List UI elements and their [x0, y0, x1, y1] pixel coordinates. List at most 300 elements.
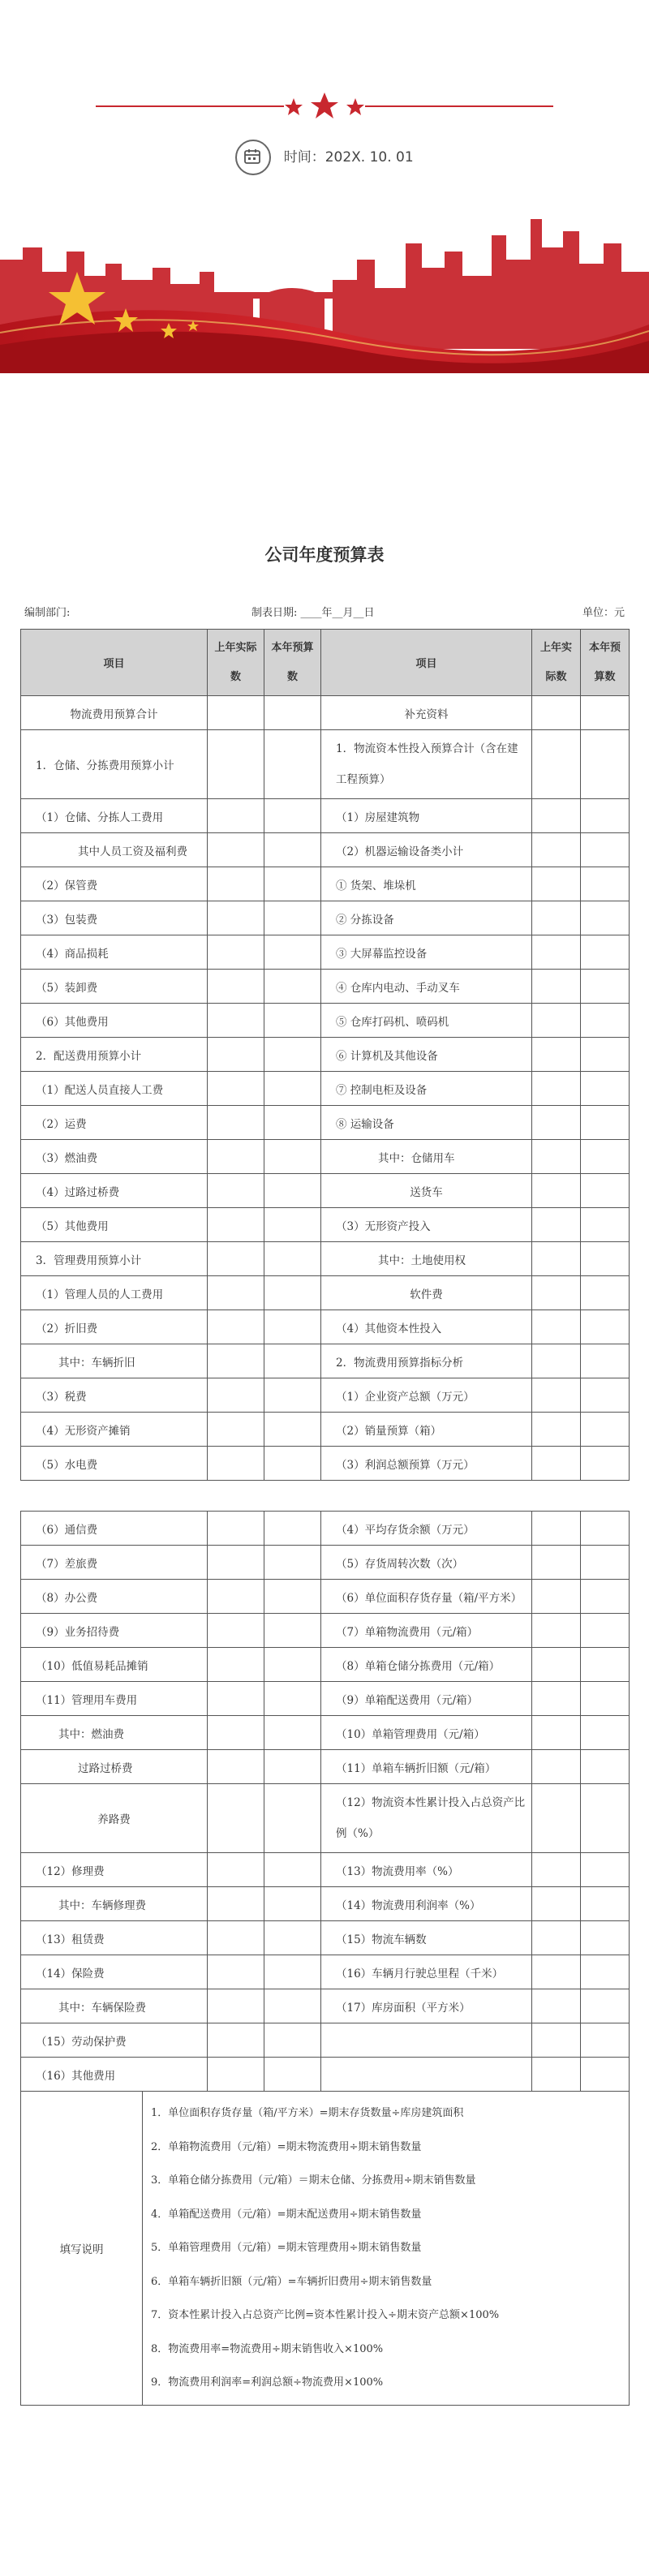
row-right-label: （10）单箱管理费用（元/箱）	[321, 1716, 532, 1750]
star-icon	[346, 98, 364, 115]
table-row	[21, 1242, 630, 1276]
star-icon	[311, 92, 338, 118]
row-left-this-year	[264, 1614, 321, 1648]
row-right-this-year	[581, 1682, 630, 1716]
row-left-this-year	[264, 1447, 321, 1481]
row-right-label: ⑤ 仓库打码机、喷码机	[321, 1004, 532, 1038]
row-left-last-year	[208, 1447, 264, 1481]
row-right-label: ⑧ 运输设备	[321, 1106, 532, 1140]
row-left-last-year	[208, 2023, 264, 2058]
date-label: 制表日期: ____年__月__日	[251, 607, 375, 619]
row-right-this-year	[581, 1512, 630, 1546]
row-left-last-year	[208, 1208, 264, 1242]
row-left-label: （10）低值易耗品摊销	[21, 1648, 208, 1682]
row-right-last-year	[532, 833, 581, 867]
header-rule-left	[96, 105, 284, 107]
row-right-last-year	[532, 1580, 581, 1614]
note-line: 6．单箱车辆折旧额（元/箱）=车辆折旧费用÷期末销售数量	[151, 2275, 432, 2288]
row-left-label: （1）配送人员直接人工费	[21, 1072, 208, 1106]
row-right-this-year	[581, 1887, 630, 1921]
row-left-last-year	[208, 1344, 264, 1378]
table-row	[21, 1921, 630, 1955]
table-row	[21, 1546, 630, 1580]
col-header-last-year: 上年实际数	[532, 630, 581, 696]
row-left-last-year	[208, 1072, 264, 1106]
col-header-item: 项目	[21, 630, 208, 696]
note-line: 9．物流费用利润率=利润总额÷物流费用×100%	[151, 2376, 384, 2389]
row-right-label: ③ 大屏幕监控设备	[321, 935, 532, 970]
row-left-label: 其中：车辆折旧	[21, 1344, 208, 1378]
row-right-label: （3）无形资产投入	[321, 1208, 532, 1242]
table-row	[21, 1716, 630, 1750]
row-right-this-year	[581, 730, 630, 799]
row-left-this-year	[264, 696, 321, 730]
row-right-this-year	[581, 2058, 630, 2092]
table-row	[21, 1276, 630, 1310]
table-row	[21, 1614, 630, 1648]
row-right-last-year	[532, 1140, 581, 1174]
row-right-label: （9）单箱配送费用（元/箱）	[321, 1682, 532, 1716]
row-right-this-year	[581, 1784, 630, 1853]
row-right-this-year	[581, 1038, 630, 1072]
row-left-label: （9）业务招待费	[21, 1614, 208, 1648]
row-right-label: （11）单箱车辆折旧额（元/箱）	[321, 1750, 532, 1784]
table-row	[21, 1004, 630, 1038]
row-left-last-year	[208, 970, 264, 1004]
row-left-last-year	[208, 1546, 264, 1580]
col-header-this-year: 本年预算数	[264, 630, 321, 696]
row-right-last-year	[532, 1378, 581, 1413]
row-left-label: （14）保险费	[21, 1955, 208, 1989]
row-left-this-year	[264, 1512, 321, 1546]
row-right-this-year	[581, 1208, 630, 1242]
row-right-last-year	[532, 1784, 581, 1853]
table-row	[21, 867, 630, 901]
row-left-label: （2）折旧费	[21, 1310, 208, 1344]
row-right-label: （1）企业资产总额（万元）	[321, 1378, 532, 1413]
row-left-this-year	[264, 1648, 321, 1682]
row-right-last-year	[532, 730, 581, 799]
row-right-this-year	[581, 1716, 630, 1750]
notes-row	[21, 2092, 630, 2406]
row-right-last-year	[532, 1546, 581, 1580]
row-left-last-year	[208, 1140, 264, 1174]
note-line: 4．单箱配送费用（元/箱）=期末配送费用÷期末销售数量	[151, 2208, 422, 2221]
row-left-last-year	[208, 1276, 264, 1310]
row-right-last-year	[532, 2058, 581, 2092]
note-line: 7．资本性累计投入占总资产比例=资本性累计投入÷期末资产总额×100%	[151, 2309, 500, 2321]
col-header-item: 项目	[321, 630, 532, 696]
unit-label: 单位：元	[582, 607, 625, 619]
row-right-label: 其中：土地使用权	[321, 1242, 532, 1276]
row-left-label: （12）修理费	[21, 1853, 208, 1887]
row-right-last-year	[532, 1648, 581, 1682]
row-right-this-year	[581, 1546, 630, 1580]
row-right-this-year	[581, 1004, 630, 1038]
row-left-this-year	[264, 1072, 321, 1106]
budget-table-page2	[20, 1511, 630, 2406]
row-left-this-year	[264, 1344, 321, 1378]
row-right-last-year	[532, 1447, 581, 1481]
row-left-this-year	[264, 1106, 321, 1140]
row-right-this-year	[581, 901, 630, 935]
row-right-label: （2）销量预算（箱）	[321, 1413, 532, 1447]
row-left-last-year	[208, 935, 264, 970]
table-row	[21, 1447, 630, 1481]
row-right-this-year	[581, 1140, 630, 1174]
row-right-label: （3）利润总额预算（万元）	[321, 1447, 532, 1481]
row-right-this-year	[581, 1242, 630, 1276]
row-left-last-year	[208, 1682, 264, 1716]
row-left-last-year	[208, 1716, 264, 1750]
row-right-last-year	[532, 1750, 581, 1784]
row-left-last-year	[208, 867, 264, 901]
row-left-this-year	[264, 1378, 321, 1413]
row-right-this-year	[581, 1174, 630, 1208]
row-left-label: （1）仓储、分拣人工费用	[21, 799, 208, 833]
row-right-label: （16）车辆月行驶总里程（千米）	[321, 1955, 532, 1989]
row-right-last-year	[532, 799, 581, 833]
row-left-this-year	[264, 1682, 321, 1716]
row-left-label: （4）无形资产摊销	[21, 1413, 208, 1447]
table-row	[21, 1887, 630, 1921]
row-left-label: 2．配送费用预算小计	[21, 1038, 208, 1072]
row-right-this-year	[581, 1276, 630, 1310]
table-row	[21, 799, 630, 833]
col-header-this-year: 本年预算数	[581, 630, 630, 696]
row-right-label: （14）物流费用利润率（%）	[321, 1887, 532, 1921]
row-left-label: （3）包装费	[21, 901, 208, 935]
row-right-label	[321, 2058, 532, 2092]
note-line: 3．单箱仓储分拣费用（元/箱）＝期末仓储、分拣费用÷期末销售数量	[151, 2174, 476, 2187]
row-left-last-year	[208, 1989, 264, 2023]
row-right-last-year	[532, 935, 581, 970]
row-left-this-year	[264, 799, 321, 833]
row-right-label: 送货车	[321, 1174, 532, 1208]
row-left-label: 物流费用预算合计	[21, 696, 208, 730]
notes-label: 填写说明	[21, 2092, 143, 2406]
table-row	[21, 1344, 630, 1378]
row-right-last-year	[532, 867, 581, 901]
note-line: 5．单箱管理费用（元/箱）=期末管理费用÷期末销售数量	[151, 2242, 422, 2254]
row-left-last-year	[208, 696, 264, 730]
row-left-last-year	[208, 799, 264, 833]
row-right-last-year	[532, 970, 581, 1004]
note-line: 8．物流费用率=物流费用÷期末销售收入×100%	[151, 2342, 384, 2355]
row-left-this-year	[264, 1750, 321, 1784]
row-left-last-year	[208, 1106, 264, 1140]
row-right-this-year	[581, 1921, 630, 1955]
table-row	[21, 1580, 630, 1614]
row-left-label: （6）其他费用	[21, 1004, 208, 1038]
row-right-last-year	[532, 1208, 581, 1242]
star-icon-group	[276, 88, 373, 125]
row-left-label: （3）税费	[21, 1378, 208, 1413]
row-left-label: （7）差旅费	[21, 1546, 208, 1580]
row-right-last-year	[532, 696, 581, 730]
row-right-this-year	[581, 833, 630, 867]
row-right-this-year	[581, 1072, 630, 1106]
row-left-this-year	[264, 1242, 321, 1276]
table-header-row	[21, 630, 630, 696]
table-row	[21, 1750, 630, 1784]
row-left-last-year	[208, 1038, 264, 1072]
row-right-this-year	[581, 935, 630, 970]
row-left-this-year	[264, 1716, 321, 1750]
row-left-this-year	[264, 1853, 321, 1887]
row-right-label: （13）物流费用率（%）	[321, 1853, 532, 1887]
row-left-label: （11）管理用车费用	[21, 1682, 208, 1716]
row-left-last-year	[208, 1512, 264, 1546]
row-left-label: 其中：车辆保险费	[21, 1989, 208, 2023]
row-left-last-year	[208, 1580, 264, 1614]
row-right-label: （1）房屋建筑物	[321, 799, 532, 833]
row-left-label: （2）运费	[21, 1106, 208, 1140]
row-right-label: ⑥ 计算机及其他设备	[321, 1038, 532, 1072]
row-left-this-year	[264, 2058, 321, 2092]
row-left-label: （5）装卸费	[21, 970, 208, 1004]
row-left-label: （4）商品损耗	[21, 935, 208, 970]
row-left-last-year	[208, 833, 264, 867]
calendar-icon	[235, 140, 271, 175]
row-left-label: （2）保管费	[21, 867, 208, 901]
row-left-last-year	[208, 1310, 264, 1344]
row-right-last-year	[532, 1004, 581, 1038]
row-left-label: （15）劳动保护费	[21, 2023, 208, 2058]
row-right-this-year	[581, 1378, 630, 1413]
row-right-this-year	[581, 1955, 630, 1989]
row-right-last-year	[532, 1955, 581, 1989]
row-right-label: （17）库房面积（平方米）	[321, 1989, 532, 2023]
row-right-this-year	[581, 1413, 630, 1447]
row-right-label: （2）机器运输设备类小计	[321, 833, 532, 867]
row-right-this-year	[581, 1614, 630, 1648]
table-row	[21, 901, 630, 935]
row-left-this-year	[264, 1887, 321, 1921]
row-left-this-year	[264, 901, 321, 935]
row-left-label: （5）其他费用	[21, 1208, 208, 1242]
star-icon	[285, 98, 303, 115]
table-row	[21, 1072, 630, 1106]
row-right-label: ④ 仓库内电动、手动叉车	[321, 970, 532, 1004]
table-row	[21, 1989, 630, 2023]
row-left-last-year	[208, 901, 264, 935]
row-right-this-year	[581, 1750, 630, 1784]
header-rule-right	[365, 105, 553, 107]
row-left-this-year	[264, 1038, 321, 1072]
table-row	[21, 1784, 630, 1853]
note-line: 2．单箱物流费用（元/箱）=期末物流费用÷期末销售数量	[151, 2140, 422, 2153]
row-right-last-year	[532, 1242, 581, 1276]
table-row	[21, 1106, 630, 1140]
row-left-this-year	[264, 867, 321, 901]
skyline-banner	[0, 203, 649, 373]
row-left-this-year	[264, 935, 321, 970]
row-left-last-year	[208, 1921, 264, 1955]
table-row	[21, 2023, 630, 2058]
row-left-label: 其中人员工资及福利费	[21, 833, 208, 867]
row-right-last-year	[532, 1853, 581, 1887]
row-right-last-year	[532, 1716, 581, 1750]
row-left-this-year	[264, 1546, 321, 1580]
row-left-last-year	[208, 1413, 264, 1447]
table-row	[21, 2058, 630, 2092]
row-right-last-year	[532, 1310, 581, 1344]
row-right-this-year	[581, 1310, 630, 1344]
row-left-this-year	[264, 1921, 321, 1955]
table-row	[21, 935, 630, 970]
row-right-last-year	[532, 1682, 581, 1716]
row-left-this-year	[264, 2023, 321, 2058]
row-right-this-year	[581, 970, 630, 1004]
row-left-label: 养路费	[21, 1784, 208, 1853]
row-left-this-year	[264, 1208, 321, 1242]
row-right-label: 其中：仓储用车	[321, 1140, 532, 1174]
row-right-this-year	[581, 1580, 630, 1614]
row-left-this-year	[264, 1413, 321, 1447]
table-row	[21, 1413, 630, 1447]
row-left-label: 其中：车辆修理费	[21, 1887, 208, 1921]
row-left-label: （3）燃油费	[21, 1140, 208, 1174]
row-right-this-year	[581, 1989, 630, 2023]
budget-table-page1	[20, 629, 630, 1481]
row-left-this-year	[264, 1276, 321, 1310]
row-left-last-year	[208, 1174, 264, 1208]
row-left-last-year	[208, 1648, 264, 1682]
row-left-last-year	[208, 1853, 264, 1887]
row-left-label: （5）水电费	[21, 1447, 208, 1481]
row-right-this-year	[581, 1853, 630, 1887]
row-left-label: （8）办公费	[21, 1580, 208, 1614]
row-right-last-year	[532, 901, 581, 935]
col-header-last-year: 上年实际数	[208, 630, 264, 696]
row-right-last-year	[532, 1989, 581, 2023]
row-left-last-year	[208, 1784, 264, 1853]
table-row	[21, 730, 630, 799]
time-label: 时间：202X. 10. 01	[283, 149, 414, 166]
row-left-last-year	[208, 2058, 264, 2092]
row-left-last-year	[208, 1004, 264, 1038]
row-right-this-year	[581, 1106, 630, 1140]
row-left-label: 1．仓储、分拣费用预算小计	[21, 730, 208, 799]
time-row	[0, 140, 649, 175]
row-right-last-year	[532, 1887, 581, 1921]
row-right-label	[321, 2023, 532, 2058]
row-left-label: （16）其他费用	[21, 2058, 208, 2092]
row-right-this-year	[581, 799, 630, 833]
row-left-this-year	[264, 1989, 321, 2023]
row-right-label: （5）存货周转次数（次）	[321, 1546, 532, 1580]
table-row	[21, 1310, 630, 1344]
row-left-last-year	[208, 1887, 264, 1921]
row-right-label: 2．物流费用预算指标分析	[321, 1344, 532, 1378]
row-left-this-year	[264, 730, 321, 799]
note-line: 1．单位面积存货存量（箱/平方米）=期末存货数量÷库房建筑面积	[151, 2107, 464, 2119]
document-title: 公司年度预算表	[264, 544, 385, 565]
table-row	[21, 833, 630, 867]
row-left-this-year	[264, 1955, 321, 1989]
row-left-label: （1）管理人员的人工费用	[21, 1276, 208, 1310]
row-right-this-year	[581, 696, 630, 730]
row-right-label: 补充资料	[321, 696, 532, 730]
row-right-last-year	[532, 2023, 581, 2058]
row-left-this-year	[264, 1580, 321, 1614]
row-right-last-year	[532, 1072, 581, 1106]
row-left-label: （4）过路过桥费	[21, 1174, 208, 1208]
table-row	[21, 1682, 630, 1716]
row-left-label: 3．管理费用预算小计	[21, 1242, 208, 1276]
table-row	[21, 1208, 630, 1242]
notes-content	[143, 2092, 630, 2406]
row-left-last-year	[208, 1242, 264, 1276]
table-row	[21, 1140, 630, 1174]
row-right-last-year	[532, 1038, 581, 1072]
row-left-last-year	[208, 730, 264, 799]
row-right-last-year	[532, 1413, 581, 1447]
dept-label: 编制部门:	[24, 607, 71, 619]
row-right-label: 软件费	[321, 1276, 532, 1310]
row-left-this-year	[264, 833, 321, 867]
table-row	[21, 1378, 630, 1413]
row-left-label: （13）租赁费	[21, 1921, 208, 1955]
row-left-this-year	[264, 1140, 321, 1174]
table-row	[21, 1038, 630, 1072]
row-right-label: （4）其他资本性投入	[321, 1310, 532, 1344]
row-right-this-year	[581, 867, 630, 901]
row-right-label: （12）物流资本性累计投入占总资产比例（%）	[321, 1784, 532, 1853]
row-right-last-year	[532, 1512, 581, 1546]
row-right-this-year	[581, 1447, 630, 1481]
table-row	[21, 696, 630, 730]
row-right-last-year	[532, 1106, 581, 1140]
row-left-last-year	[208, 1614, 264, 1648]
row-left-this-year	[264, 970, 321, 1004]
row-right-label: ⑦ 控制电柜及设备	[321, 1072, 532, 1106]
table-row	[21, 970, 630, 1004]
row-right-last-year	[532, 1344, 581, 1378]
row-right-label: （4）平均存货余额（万元）	[321, 1512, 532, 1546]
row-right-label: （8）单箱仓储分拣费用（元/箱）	[321, 1648, 532, 1682]
row-right-label: （6）单位面积存货存量（箱/平方米）	[321, 1580, 532, 1614]
row-left-label: 其中：燃油费	[21, 1716, 208, 1750]
row-right-label: （7）单箱物流费用（元/箱）	[321, 1614, 532, 1648]
row-right-label: （15）物流车辆数	[321, 1921, 532, 1955]
table-row	[21, 1853, 630, 1887]
row-right-last-year	[532, 1921, 581, 1955]
row-left-this-year	[264, 1784, 321, 1853]
row-left-last-year	[208, 1378, 264, 1413]
row-right-this-year	[581, 2023, 630, 2058]
row-left-last-year	[208, 1955, 264, 1989]
row-left-this-year	[264, 1004, 321, 1038]
row-right-last-year	[532, 1276, 581, 1310]
row-right-last-year	[532, 1614, 581, 1648]
row-left-this-year	[264, 1174, 321, 1208]
row-right-this-year	[581, 1344, 630, 1378]
row-right-last-year	[532, 1174, 581, 1208]
row-right-this-year	[581, 1648, 630, 1682]
row-left-this-year	[264, 1310, 321, 1344]
table-row	[21, 1512, 630, 1546]
row-right-label: 1．物流资本性投入预算合计（含在建工程预算）	[321, 730, 532, 799]
table-row	[21, 1648, 630, 1682]
row-left-last-year	[208, 1750, 264, 1784]
table-row	[21, 1174, 630, 1208]
row-right-label: ① 货架、堆垛机	[321, 867, 532, 901]
row-right-label: ② 分拣设备	[321, 901, 532, 935]
row-left-label: （6）通信费	[21, 1512, 208, 1546]
table-row	[21, 1955, 630, 1989]
